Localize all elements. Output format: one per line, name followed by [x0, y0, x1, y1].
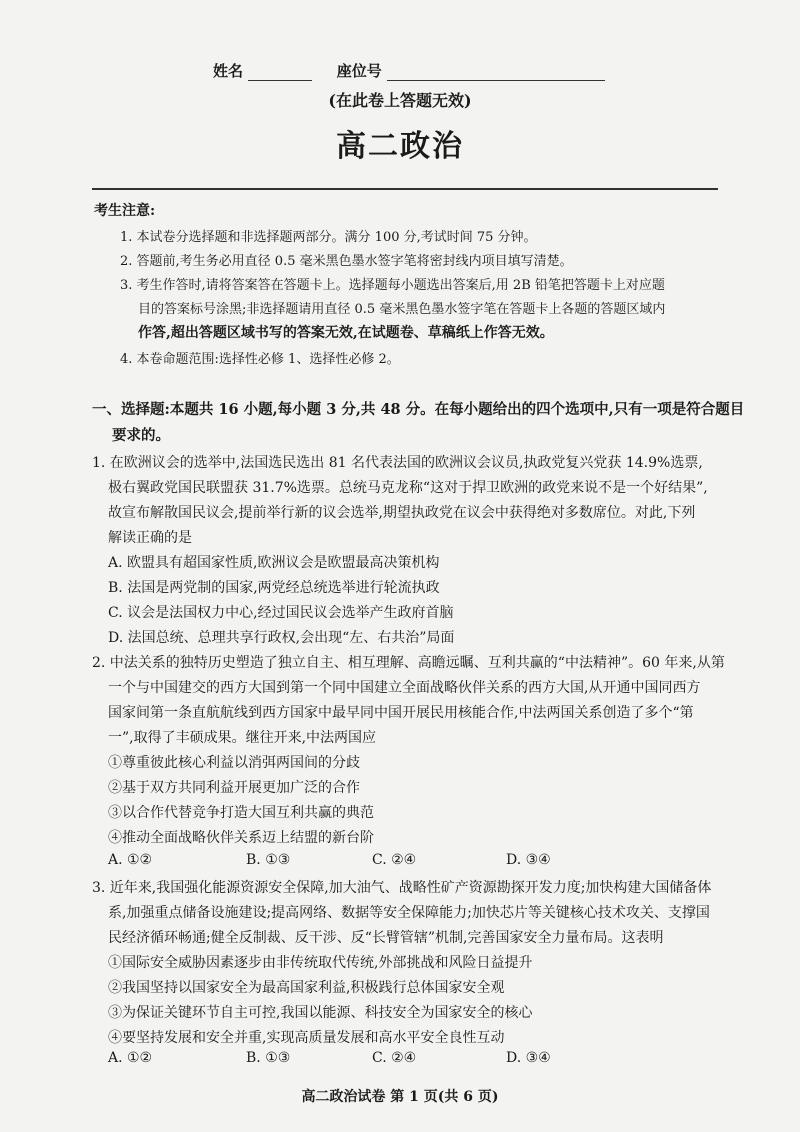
question-3-text: 3. 近年来,我国强化能源资源安全保障,加大油气、战略性矿产资源勘探开发力度;加快构建大国储备体 [92, 880, 712, 896]
choice-b: B. ①③ [246, 852, 291, 868]
question-2-text: 一个与中国建交的西方大国到第一个同中国建立全面战略伙伴关系的西方大国,从开通中国同西方 [108, 680, 701, 696]
statement-1: ①尊重彼此核心利益以消弭两国间的分歧 [108, 755, 360, 771]
question-2-text: 一”,取得了丰硕成果。继往开来,中法两国应 [108, 730, 377, 746]
choice-d: D. ③④ [506, 852, 551, 868]
question-1-text: 1. 在欧洲议会的选举中,法国选民选出 81 名代表法国的欧洲议会议员,执政党复兴党获 14.9%选票, [92, 455, 703, 471]
notice-heading: 考生注意: [94, 203, 156, 219]
name-blank [248, 80, 312, 81]
divider [92, 188, 718, 190]
choice-a: A. ①② [108, 852, 153, 868]
statement-4: ④要坚持发展和安全并重,实现高质量发展和高水平安全良性互动 [108, 1030, 505, 1046]
notice-item: 4. 本卷命题范围:选择性必修 1、选择性必修 2。 [120, 352, 400, 367]
student-info [213, 60, 605, 81]
question-3-text: 系,加强重点储备设施建设;提高网络、数据等安全保障能力;加快芯片等关键核心技术攻关、支撑国 [108, 905, 710, 921]
seat-label: 座位号 [336, 62, 382, 80]
statement-3: ③以合作代替竞争打造大国互利共赢的典范 [108, 805, 374, 821]
notice-item-emphasis: 作答,超出答题区域书写的答案无效,在试题卷、草稿纸上作答无效。 [138, 325, 554, 341]
seat-blank [387, 80, 605, 81]
question-2-text: 国家间第一条直航航线到西方国家中最早同中国开展民用核能合作,中法两国关系创造了多个“第 [108, 705, 694, 721]
answer-invalid-note: (在此卷上答题无效) [328, 91, 472, 110]
statement-2: ②我国坚持以国家安全为最高国家利益,积极践行总体国家安全观 [108, 980, 505, 996]
choice-a: A. ①② [108, 1050, 153, 1066]
page-title: 高二政治 [336, 129, 464, 164]
choice-c: C. ②④ [372, 1050, 417, 1066]
question-3-text: 民经济循环畅通;健全反制裁、反干涉、反“长臂管辖”机制,完善国家安全力量布局。这表明 [108, 930, 664, 946]
question-1-text: 极右翼政党国民联盟获 31.7%选票。总统马克龙称“这对于捍卫欧洲的政党来说不是一个好结果”, [108, 480, 708, 496]
option-b: B. 法国是两党制的国家,两党经总统选举进行轮流执政 [108, 580, 440, 596]
question-2-text: 2. 中法关系的独特历史塑造了独立自主、相互理解、高瞻远瞩、互利共赢的“中法精神”。60 年来,从第 [92, 655, 725, 671]
notice-item: 目的答案标号涂黑;非选择题请用直径 0.5 毫米黑色墨水签字笔在答题卡上各题的答题区域内 [138, 302, 666, 317]
page-footer: 高二政治试卷 第 1 页(共 6 页) [301, 1089, 499, 1105]
question-1-text: 故宣布解散国民议会,提前举行新的议会选举,期望执政党在议会中获得绝对多数席位。对此,下列 [108, 505, 696, 521]
notice-item: 3. 考生作答时,请将答案答在答题卡上。选择题每小题选出答案后,用 2B 铅笔把答题卡上对应题 [120, 278, 665, 293]
choice-c: C. ②④ [372, 852, 417, 868]
choice-d: D. ③④ [506, 1050, 551, 1066]
option-c: C. 议会是法国权力中心,经过国民议会选举产生政府首脑 [108, 605, 454, 621]
statement-1: ①国际安全威胁因素逐步由非传统取代传统,外部挑战和风险日益提升 [108, 955, 533, 971]
statement-3: ③为保证关键环节自主可控,我国以能源、科技安全为国家安全的核心 [108, 1005, 533, 1021]
notice-item: 2. 答题前,考生务必用直径 0.5 毫米黑色墨水签字笔将密封线内项目填写清楚。 [120, 254, 573, 269]
notice-item: 1. 本试卷分选择题和非选择题两部分。满分 100 分,考试时间 75 分钟。 [120, 230, 537, 245]
option-d: D. 法国总统、总理共享行政权,会出现“左、右共治”局面 [108, 630, 455, 646]
name-label: 姓名 [213, 62, 244, 80]
section-heading: 一、选择题:本题共 16 小题,每小题 3 分,共 48 分。在每小题给出的四个选项中,只有一项是符合题目 [92, 401, 745, 418]
statement-2: ②基于双方共同利益开展更加广泛的合作 [108, 780, 360, 796]
choice-b: B. ①③ [246, 1050, 291, 1066]
statement-4: ④推动全面战略伙伴关系迈上结盟的新台阶 [108, 830, 374, 846]
section-heading-cont: 要求的。 [112, 427, 170, 444]
option-a: A. 欧盟具有超国家性质,欧洲议会是欧盟最高决策机构 [108, 555, 440, 571]
question-1-text: 解读正确的是 [108, 530, 192, 546]
